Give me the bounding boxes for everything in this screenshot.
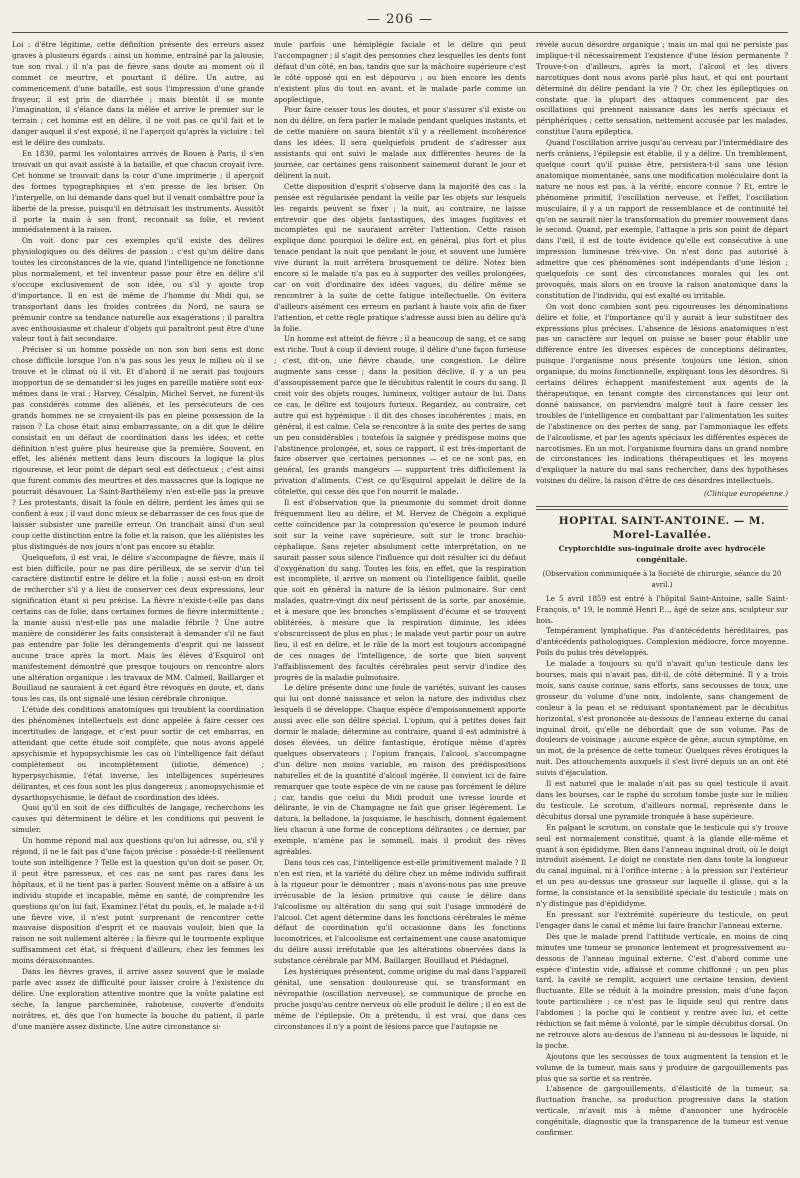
paragraph: Ajoutons que les secousses de toux augmentent la tension et le volume de la tumeur, mais sans y produire de gargouillements pas plus que sa sortie et sa rentrée. [536, 1051, 788, 1083]
paragraph: Quoi qu'il en soit de ces difficultés de langage, recherchons les causes qui déterminent le délire et les conditions qui peuvent le simuler. [12, 803, 264, 835]
paragraph: En palpant le scrotum, on constate que le testicule qui s'y trouve seul est normalement constitué, quant à la glande elle-même et quant à son épididyme. Bien dans l'anneau inguinal droit, où le doigt introduit aisément. Le doigt ne constate rien dans toute la longueur du canal inguinal, ni à l'orifice interne ; à la pression sur l'extérieur et un peu au-dessus une grosseur sur laquelle il glisse, qui a la forme, la consistance et la sensibilité spéciale du testicule ; mais on n'y distingue pas d'épididyme. [536, 822, 788, 909]
paragraph: Dans les fièvres graves, il arrive assez souvent que le malade parle avec assez de difficulté pour laisser croire à l'existence du délire. Une exploration attentive montre que la voûte palatine est sèche, la langue parcheminée, raboteuse, couverte d'enduits noirâtres, et, dès que l'on humecte la bouche du patient, il parle d'une manière assez distincte. Une autre circonstance si- [12, 967, 264, 1031]
paragraph: Le malade a toujours su qu'il n'avait qu'un testicule dans les bourses, mais qui n'avait pas, dit-il, de côté déterminé. Il y a trois mois, sans cause connue, sans efforts, sans secousses de toux, une grosseur du volume d'une noix, indolente, sans changement de couleur à la peau et se réduisant spontanément par le décubitus horizontal, s'est prononcée au-dessous de l'anneau externe du canal inguinal droit, qu'elle ne débordait que de son volume. Pas de douleurs de voisinage ; aucune espèce de gêne, aucun symptôme, en un mot, de la présence de cette tumeur. Quelques rêves érotiques la nuit. Des attouchements auxquels il s'est livré depuis un an ont été suivis d'éjaculation. [536, 659, 788, 778]
hospital-heading: HOPITAL SAINT-ANTOINE. — M. Morel-Lavallée. [558, 515, 766, 542]
paragraph: L'étude des conditions anatomiques qui troublent la coordination des phénomènes intellectuels est donc appelée à faire cesser ces incertitudes de langage, et c'est pour sortir de cet embarras, en attendant que cette étude soit complète, que nous avons appelé apsychismie et hypopsychismie les cas où l'intelligence fait défaut complètement ou incomplètement (idiotie, démence) ; hyperpsychismie, l'état inverse, les intelligences supérieures délirantes, et ces fous sont les plus dangereux ; anomopsychismie et dysarthopsychismie, le défaut de coordination des idées. [12, 705, 264, 802]
paragraph: Loi : d'être légitime, cette définition présente des erreurs assez graves à plusieurs égards : ainsi un homme, entraîné par la jalousie, tue son rival ; il n'a pas de fièvre sans doute au moment où il commet ce meurtre, et pourtant il délire. Un autre, au commencement d'une bataille, est sous l'impression d'une grande frayeur, il est pris de diarrhée ; mais bientôt il se monte l'imagination, il s'élance dans la mêlée et arrive le premier sur le terrain ; cet homme est en délire, il ne voit pas ce qu'il fait et le danger auquel il s'est exposé, il ne l'aperçoit qu'après la victoire : tel est le délire des combats. [12, 40, 264, 148]
paragraph: Pour faire cesser tous les doutes, et pour s'assurer s'il existe ou non du délire, on fera parler le malade pendant quelques instants, et de cette manière on saura bientôt s'il y a réellement incohérence dans les idées. Il sera quelquefois prudent de s'adresser aux assistants qui ont suivi le malade aux différentes heures de la journée, car certaines gens raisonnent sainement durant le jour et délirent la nuit. [274, 105, 526, 180]
paragraph: Tempérament lymphatique. Pas d'antécédents héréditaires, pas d'antécédents pathologiques. Complexion médiocre, force moyenne. Poils du pubis très développés. [536, 626, 788, 658]
paragraph: Quelquefois, il est vrai, le délire s'accompagne de fièvre, mais il est bien difficile, pour ne pas dire périlleux, de se servir d'un tel caractère distinctif entre le délire et la folie ; aussi est-on en droit de rechercher s'il y a lieu de conserver ces deux expressions, leur signification étant si peu précise. La fièvre n'existe-t-elle pas dans certains cas de folie, dans certaines formes de fièvre intermittente ; la manie aussi n'est-elle pas une maladie fébrile ? Une autre manière de considérer les faits consisterait à demander s'il ne faut pas entendre par folie les dérangements d'esprit qui ne laissent aucune trace après la mort. Mais les élèves d'Esquirol ont manifestement démontré que presque toujours on rencontre alors une altération organique : les travaux de MM. Calmeil, Baillarger et Bouillaud ne sauraient à cet égard être révoqués en doute, et, dans tous les cas, ils ont signalé une lésion cérébrale chronique. [12, 552, 264, 704]
paragraph: Cette disposition d'esprit s'observe dans la majorité des cas : la pensée est régularisée pendant la veille par les objets sur lesquels les regards peuvent se fixer ; la nuit, au contraire, ne laisse entrevoir que des objets fantastiques, des images fugitives et incomplètes qui ne sauraient arrêter l'attention. Cette raison explique donc pourquoi le délire est, en général, plus fort et plus tenace pendant la nuit que pendant le jour, et souvent une lumière vive durant la nuit arrêtera brusquement ce délire. Notez bien encore si le malade n'a pas eu à supporter des veilles prolongées, car on voit d'ordinaire des idées vagues, du délire même se rencontrer à la suite de cette fatigue intellectuelle. On évitera d'ailleurs aisément ces erreurs en parlant à haute voix afin de fixer l'attention, et cette règle pratique s'adresse aussi bien au délire qu'à la folie. [274, 181, 526, 333]
paragraph: Les hystériques présentent, comme origine du mal dans l'appareil génital, une sensation douloureuse qui, se transformant en névropathie (oscillation nerveuse), se communique de proche en proche jusqu'au centre nerveux où elle produit le délire ; il en est de même de l'épilepsie. On a prétendu, il est vrai, que dans ces circonstances il n'y a point de lésions parce que l'autopsie ne [274, 967, 526, 1031]
section-divider [536, 506, 788, 510]
paragraph: Un homme est atteint de fièvre ; il a beaucoup de sang, et ce sang est riche. Tout à coup il devient rouge, il délire d'une façon furieuse ; c'est, dit-on, une fièvre chaude, une congestion. Le délire augmente sans cesse ; dans la position déclive, il y a un peu d'assoupissement parce que le décubitus ralentit le cours du sang. Il croit voir des objets rouges, lumineux, voltiger autour de lui. Dans ce cas, le délire est toujours furieux. Regardez, au contraire, cet autre qui est hypémique : il dit des choses incohérentes ; mais, en général, il est calme. Cela se rencontre à la suite des pertes de sang un peu considérables ; toutefois la saignée y prédispose moins que l'abstinence prolongée, et, sous ce rapport, il est très-important de faire observer que certaines personnes — et ce ne sont pas, en général, les grands mangeurs — supportent très difficilement la privation d'aliments. C'est ce qu'Esquirol appelait le délire de la côtelette, qui cesse dès que l'on nourrit le malade. [274, 334, 526, 497]
paragraph: mule parfois une hémiplégie faciale et le délire qui peut l'accompagner ; il s'agit des personnes chez lesquelles les dents font défaut d'un côté, en bas, tandis que sur la mâchoire supérieure c'est le côté opposé qui en est dépourvu ; ou bien encore les dents n'existent plus du tout en avant, et le malade parle comme un apoplectique. [274, 40, 526, 104]
paragraph: Quand l'oscillation arrive jusqu'au cerveau par l'intermédiaire des nerfs crâniens, l'épilepsie est établie, il y a délire. Un tremblement, quelque court qu'il puisse être, persistera-t-il sans une lésion anatomique momentanée, sans une modification moléculaire dont la nature ne nous est pas, à la vérité, encore connue ? Et, entre le phénomène primitif, l'oscillation nerveuse, et l'effet, l'oscillation musculaire, il y a un rapport de ressemblance et de continuité tel qu'on ne saurait nier la transformation du premier mouvement dans le second. Quand, par exemple, l'attaque a pris son point de départ dans l'œil, il est de toute évidence qu'elle est consécutive à une impression lumineuse très-vive. On n'est donc pas autorisé à admettre que ces phénomènes sont indépendants d'une lésion ; quelquefois ce sont des circonstances morales qui les ont provoqués, mais alors on en trouve la raison anatomique dans la constitution de l'individu, qui est exalté ou irritable. [536, 138, 788, 300]
paragraph: Il est d'observation que la pneumonie du sommet droit donne fréquemment lieu au délire, et M. Hervez de Chégoin a expliqué cette coïncidence par la compression qu'exerce le poumon induré soit sur la veine cave supérieure, soit sur le tronc brachio-céphalique. Sans rejeter absolument cette interprétation, on ne saurait passer sous silence l'influence qui doit résulter ici du défaut d'oxygénation du sang. Toutes les fois, en effet, que la respiration est incomplète, il arrive un moment où l'intelligence faiblit, quelle que soit en général la nature de la lésion pulmonaire. Sur cent malades, quatre-vingt dix neuf périssent de la sorte, par anoxémie, et à mesure que les bronches s'emplissent d'écume et se trouvent oblitérées, à mesure que la respiration diminue, les idées s'obscurcissent de plus en plus ; le malade veut partir pour un autre lieu, il est en délire, et le râle de la mort est toujours accompagné de ces nuages de l'intelligence, de sorte que bien souvent l'affaiblissement des facultés cérébrales peut servir d'indice des progrès de la maladie pulmonaire. [274, 498, 526, 682]
paragraph: On voit donc par ces exemples qu'il existe des délires physiologiques ou des délires de passion ; c'est qu'un délire dans toutes les circonstances de la vie, quand l'intelligence ne fonctionne plus normalement, et tel inventeur passe pour être en délire s'il s'occupe exclusivement de son idée, ou s'il y ajoute trop d'importance. Il en est de même de l'homme du Midi qui, se transportant dans les froides contrées du Nord, ne saura se prémunir contre sa tendance naturelle aux exagérations ; il paraîtra avec enthousiasme et chaleur d'objets qui paraîtront peut être d'une valeur tout à fait secondaire. [12, 236, 264, 344]
paragraph: Le 5 avril 1859 est entré à l'hôpital Saint-Antoine, salle Saint-François, n° 19, le nommé Henri P..., âgé de seize ans, sculpteur sur bois. [536, 593, 788, 625]
paragraph: Un homme répond mal aux questions qu'on lui adresse, ou, s'il y répond, il ne le fait pas d'une façon précise : possède-t-il réellement toute son intelligence ? Telle est la question qu'on doit se poser. Or, il peut être paresseux, et ces cas ne sont pas rares dans les hôpitaux, et il ne tient pas à parler. Souvent même on a affaire à un individu stupide et incapable, même en santé, de comprendre les questions qu'on lui fait. Examinez l'état du pouls, et, le malade a-t-il une fièvre vive, il n'est point surprenant de rencontrer cette mauvaise disposition d'esprit et ce mauvais vouloir, bien que la raison ne soit nullement altérée ; la fièvre qui le tourmente explique suffisamment cet état, si fréquent d'ailleurs, chez les femmes les moins déraisonnantes. [12, 836, 264, 966]
paragraph: En 1830, parmi les volontaires arrivés de Rouen à Paris, il s'en trouvait un qui avait assisté à la bataille, et que chacun croyait ivre. Cet homme se trouvait dans la cour d'une imprimerie ; il aperçoit des formes typographiques et s'en presse de les briser. On l'interpelle, on lui demande dans quel but il venait combattre pour la liberté de la presse, puisqu'il en détruisait les instruments. Aussitôt il porte la main à son front, reconnait sa folie, et revient immédiatement à la raison. [12, 149, 264, 235]
source-citation: (Clinique européenne.) [704, 489, 788, 499]
case-title: Cryptorchidie sus-inguinale droite avec hydrocèle congénitale. [558, 544, 766, 564]
paragraph: Il est naturel que le malade n'ait pas su quel testicule il avait dans les bourses, car le raphé du scrotum tombe juste sur le milieu du testicule. Le scrotum, d'ailleurs normal, représente dans le décubitus dorsal une pyramide tronquée à base supérieure. [536, 779, 788, 821]
column-2 [274, 40, 526, 1170]
paragraph: révèle aucun désordre organique ; mais un mal qui ne persiste pas implique-t-il nécessairement l'existence d'une lésion permanente ? Trouve-t-on d'ailleurs, après la mort, l'alcool et les divers narcotiques dont nous avons parlé plus haut, et qui ont pourtant déterminé du délire pendant la vie ? Or, chez les épileptiques on constate que la plupart des attaques commencent par des oscillations qui prennent naissance dans les nerfs spéciaux et périphériques ; cette sensation, nettement accusée par les malades, constitue l'aura epileptica. [536, 40, 788, 137]
column-3 [536, 40, 788, 1170]
paragraph: Préciser si un homme possède on non son bon sens est donc chose difficile lorsque l'on n'a pas sous les yeux le milieu où il se trouve et le climat où il vit. Et d'abord il ne serait pas toujours inopportun de se demander si les juges en pareille matière sont eux-mêmes dans le vrai ; Harvey, Césalpin, Michel Servet, ne furent-ils pas considérés comme des aliénés, et les persécuteurs de ces grands hommes ne se croyaient-ils pas en pleine possession de la raison ? La chose était ainsi embarrassante, on a dit que le délire consistait en un défaut de coordination dans les idées, et cette définition n'est guère plus heureuse que la première. Souvent, en effet, les aliénés mettent dans leurs discours la logique la plus rigoureuse, et leur point de départ seul est défectueux ; c'est ainsi que furent commis des meurtres et des massacres que la logique ne pourrait désavouer. La Saint-Barthélemy n'en est-elle pas la preuve ? Les protestants, disait la foule en délire, perdent les âmes qui se confient à eux ; il vaut donc mieux se débarrasser de ces fous que de laisser subsister une pareille erreur. On tranchait ainsi d'un seul coup cette distinction entre la folie et la raison, que les aliénistes les plus distingués de nos jours n'ont pas encore su établir. [12, 345, 264, 551]
column-1 [12, 40, 264, 1170]
paragraph: On voit donc combien sont peu rigoureuses les dénominations délire et folie, et l'importance qu'il y aurait à leur substituer des expressions plus précises. L'absence de lésions anatomiques n'est pas un caractère sur lequel on puisse se baser pour établir une différence entre les diverses espèces de conceptions délirantes, puisque l'organisme nous présente toujours une lésion, sinon organique, du moins fonctionnelle, expliquant tous les désordres. Si certains délires échappent manifestement aux agents de la thérapeutique, en tenant compte des circonstances qui leur ont donné naissance, on parviendra malgré tout à faire cesser les troubles de l'intelligence en combattant par l'alimentation les suites de l'abstinence ou des pertes de sang, par l'ammoniaque les effets de l'alcoolisme, et par les agents spéciaux les différentes espèces de narcotismes. En un mot, l'organisme fournira dans un grand nombre de circonstances les indications thérapeutiques et les moyens d'expliquer la nature du mal sans rechercher, dans des hypothèses voisines du délire, la raison d'être de ces désordres intellectuels. [536, 301, 788, 486]
header-rule [12, 32, 788, 33]
page-number: — 206 — [366, 12, 434, 27]
case-note: (Observation communiquée à la Société de chirurgie, séance du 20 avril.) [542, 569, 782, 589]
paragraph: Dans tous ces cas, l'intelligence est-elle primitivement malade ? Il n'en est rien, et la variété du délire chez un même individu suffirait à la rigueur pour le démontrer ; mais n'avons-nous pas une preuve irrécusable de la lésion primitive qui cause le délire dans l'alcoolisme ou altération du sang qui suit l'usage immodéré de l'alcool. Cet agent détermine dans les fonctions cérébrales le même défaut de coordination qu'il occasionne dans les fonctions locomotrices, et l'alcoolisme est certainement une cause anatomique du délire aussi irréfutable que les altérations observées dans la substance cérébrale par MM. Baillarger, Bouillaud et Piédagnel. [274, 857, 526, 966]
paragraph: En pressant sur l'extrémité supérieure du testicule, on peut l'engager dans le canal et même lui faire franchir l'anneau externe. [536, 909, 788, 930]
paragraph: Dès que le malade prend l'attitude verticale, en moins de cinq minutes une tumeur se prononce lentement et progressivement au-dessous de l'anneau inguinal externe. C'est d'abord comme une espèce d'intestin vide, affaissé et comme chiffonné ; un peu plus tard, la cavité se remplit, acquiert une certaine tension, devient fluctuante. Elle se réduit à la moindre pression, mais d'une façon toute particulière : ce n'est pas le liquide seul qui rentre dans l'abdomen ; la poche qui le contient y rentre avec lui, et cette réduction se fait même à volonté, par le simple décubitus dorsal. On ne retrouve alors au-dessus de l'anneau ni au-dessous le liquide, ni la poche. [536, 931, 788, 1050]
paragraph: L'absence de gargouillements, d'élasticité de la tumeur, sa fluctuation franche, sa production progressive dans la station verticale, m'avait mis à même d'annoncer une hydrocèle congénitale, diagnostic que la transparence de la tumeur est venue confirmer. [536, 1084, 788, 1138]
paragraph: Le délire présente donc une foule de variétés, suivant les causes qui lui ont donné naissance et selon la nature des individus chez lesquels il se développe. Chaque espèce d'empoisonnement apporte aussi avec elle son délire spécial. L'opium, qui à petites doses fait dormir le malade, détermine au contraire, quand il est administré à doses élevées, un délire fantastique, érotique même d'après quelques observateurs ; l'opium français, l'alcool, s'accompagne d'un délire non moins variable, en raison des prédispositions naturelles et de la quantité d'alcool ingérée. Il convient ici de faire remarquer que toute espèce de vin ne cause pas forcément le délire ; car, tandis que celui du Midi produit une ivresse lourde et délirante, le vin de Champagne ne fait que griser légèrement. Le datura, la belladone, la jusquiame, le haschisch, donnent également lieu chacun à une forme de conceptions délirantes ; ce dernier, par exemple, n'amène pas le sommeil, mais il produit des rêves agréables. [274, 683, 526, 857]
